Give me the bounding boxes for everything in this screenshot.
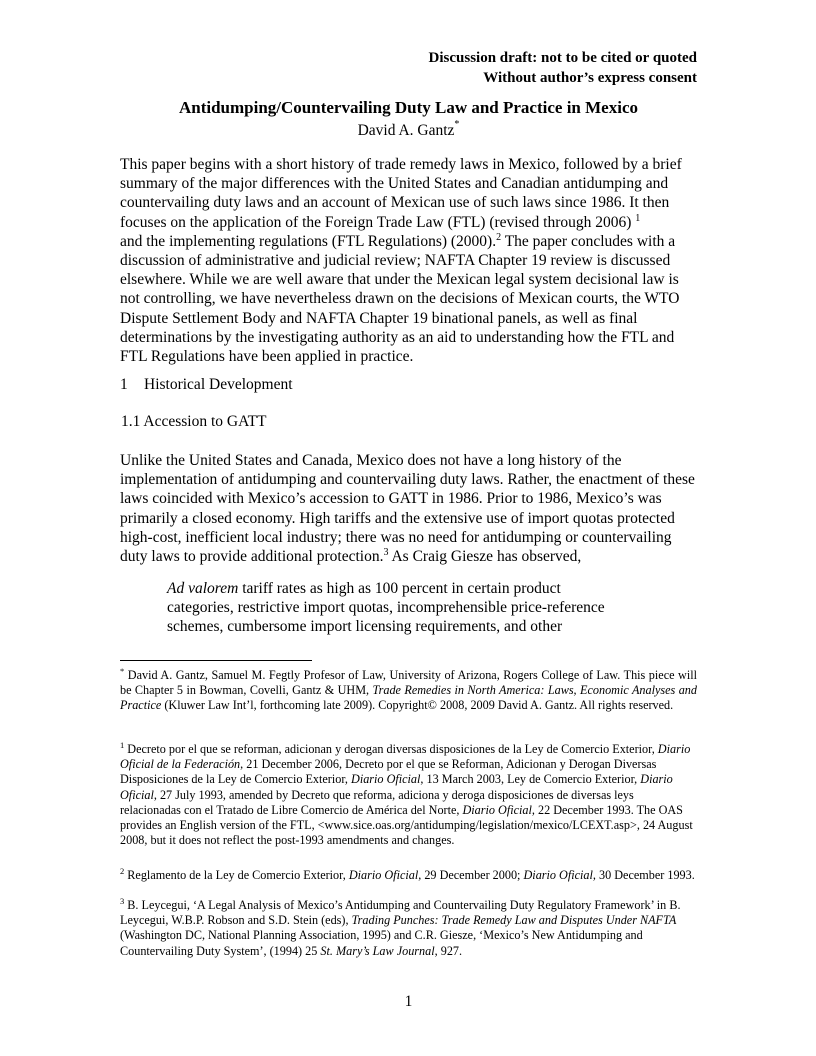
footnote-ref-1: 1 <box>635 212 641 224</box>
footnote-ref-3: 3 <box>383 546 389 558</box>
footnote-italic: Diario Oficial de la Federación <box>120 742 691 772</box>
section-number: 1 <box>120 376 128 393</box>
footnote-text: Reglamento de la Ley de Comercio Exterior, <box>127 868 346 882</box>
section-heading-1 <box>120 376 293 394</box>
intro-text-b: and the implementing regulations (FTL Regulations) (2000). <box>120 232 497 250</box>
footnote-3 <box>120 895 697 959</box>
intro-text-c: The paper concludes with a discussion of administrative and judicial review; NAFTA Chapter 19 review is discussed elsewhere. While we are well aware that under the Mexican legal system decisional law is not controlling, we have nevertheless drawn on the decisions of Mexican courts, the WTO Dispute Settlement Body and NAFTA Chapter 19 binational panels, as well as final determinations by the investigating authority as an aid to understanding how the FTL and FTL Regulations have been applied in practice. <box>120 232 680 366</box>
intro-text-a: This paper begins with a short history of trade remedy laws in Mexico, followed by a brief summary of the major differences with the United States and Canadian antidumping and countervailing duty laws and an account of Mexican use of such laws since 1986. It then focuses on the application of the Foreign Trade Law (FTL) (revised through 2006) <box>120 156 682 231</box>
footnote-mark: 3 <box>120 895 125 906</box>
footnote-author <box>120 665 697 714</box>
footnote-text: 30 December 1993. <box>599 868 695 882</box>
author-line <box>120 118 697 140</box>
author-footnote-mark: * <box>454 119 460 130</box>
footnote-italic: Diario Oficial, <box>523 868 596 882</box>
body-paragraph <box>120 451 697 566</box>
draft-notice-line-2: Without author’s express consent <box>483 70 697 86</box>
quote-line-1 <box>167 579 637 598</box>
footnote-text: (Kluwer Law Int’l, forthcoming late 2009). Copyright© 2008, 2009 David A. Gantz. All rights reserved. <box>164 698 674 713</box>
body-text-a: Unlike the United States and Canada, Mexico does not have a long history of the implementation of antidumping and countervailing duty laws. Rather, the enactment of these laws coincided with Mexico’s accession to GATT in 1986. Prior to 1986, Mexico’s was primarily a closed economy. High tariffs and the extensive use of import quotas protected high-cost, inefficient local industry; there was no need for antidumping or countervailing duty laws to provide additional protection. <box>120 452 695 566</box>
footnote-2 <box>120 865 697 883</box>
footnote-text: , 13 March 2003, Ley de Comercio Exterior, <box>420 772 638 787</box>
footnote-italic: Trading Punches: Trade Remedy Law and Disputes Under NAFTA <box>351 913 677 928</box>
block-quote <box>167 579 637 637</box>
footnote-italic: St. Mary’s Law Journal <box>320 943 435 958</box>
footnote-1 <box>120 739 697 848</box>
quote-line-2: categories, restrictive import quotas, incomprehensible price-reference <box>167 599 605 617</box>
section-title: Historical Development <box>144 376 293 393</box>
footnote-italic: Diario Oficial, <box>462 802 535 817</box>
footnote-text: 22 December 1993. The OAS provides an English version of the FTL, <www.sice.oas.org/antidumping/legislation/mexico/LCEXT.asp>, 24 August 2008, but it does not reflect the post-1993 amendments and changes. <box>120 802 693 848</box>
author-name: David A. Gantz <box>357 122 455 140</box>
footnote-separator <box>120 660 312 661</box>
footnote-text: B. Leycegui, ‘A Legal Analysis of Mexico’s Antidumping and Countervailing Duty Regulatory Framework’ in B. Leycegui, W.B.P. Robson and S.D. Stein (eds), <box>120 898 681 928</box>
paper-title: Antidumping/Countervailing Duty Law and Practice in Mexico <box>178 98 638 117</box>
page-number: 1 <box>404 993 413 1010</box>
footnote-text: , 21 December 2006, Decreto por el que se Reforman, Adicionan y Derogan Diversas Disposiciones de la Ley de Comercio Exterior, <box>120 757 657 787</box>
footnote-italic: Trade Remedies in North America: Laws, Economic Analyses and Practice <box>120 683 697 713</box>
quote-italic: Ad valorem <box>167 580 239 597</box>
footnote-mark: 1 <box>120 739 125 750</box>
footnote-text: (Washington DC, National Planning Association, 1995) and C.R. Giesze, ‘Mexico’s New Antidumping and Countervailing Duty System’, (1994) 25 <box>120 928 643 958</box>
quote-text-1: tariff rates as high as 100 percent in certain product <box>242 580 561 597</box>
footnote-mark: * <box>120 665 125 676</box>
footnote-italic: Diario Oficial <box>120 772 673 802</box>
footnote-italic: Diario Oficial <box>351 772 421 787</box>
draft-notice-line-1: Discussion draft: not to be cited or quoted <box>428 50 697 66</box>
subsection-heading-1-1: 1.1 Accession to GATT <box>121 413 267 430</box>
footnote-text: Decreto por el que se reforman, adicionan y derogan diversas disposiciones de la Ley de Comercio Exterior, <box>127 742 655 756</box>
footnote-text: David A. Gantz, Samuel M. Fegtly Profesor of Law, University of Arizona, Rogers College of Law. This piece will be Chapter 5 in Bowman, Covelli, Gantz & UHM, <box>120 668 697 698</box>
footnote-text: , 927. <box>434 943 463 958</box>
footnote-text: , 27 July 1993, amended by Decreto que reforma, adiciona y deroga disposiciones de diversas leys relacionadas con el Tratado de Libre Comercio de América del Norte, <box>120 787 634 817</box>
footnote-text: 29 December 2000; <box>424 868 521 882</box>
draft-notice <box>429 48 697 88</box>
body-text-b: As Craig Giesze has observed, <box>391 548 582 566</box>
footnote-ref-2: 2 <box>496 231 502 243</box>
footnote-italic: Diario Oficial, <box>348 868 422 882</box>
intro-paragraph <box>120 155 697 366</box>
footnote-mark: 2 <box>120 865 125 876</box>
quote-line-3: schemes, cumbersome import licensing requirements, and other <box>167 618 563 636</box>
